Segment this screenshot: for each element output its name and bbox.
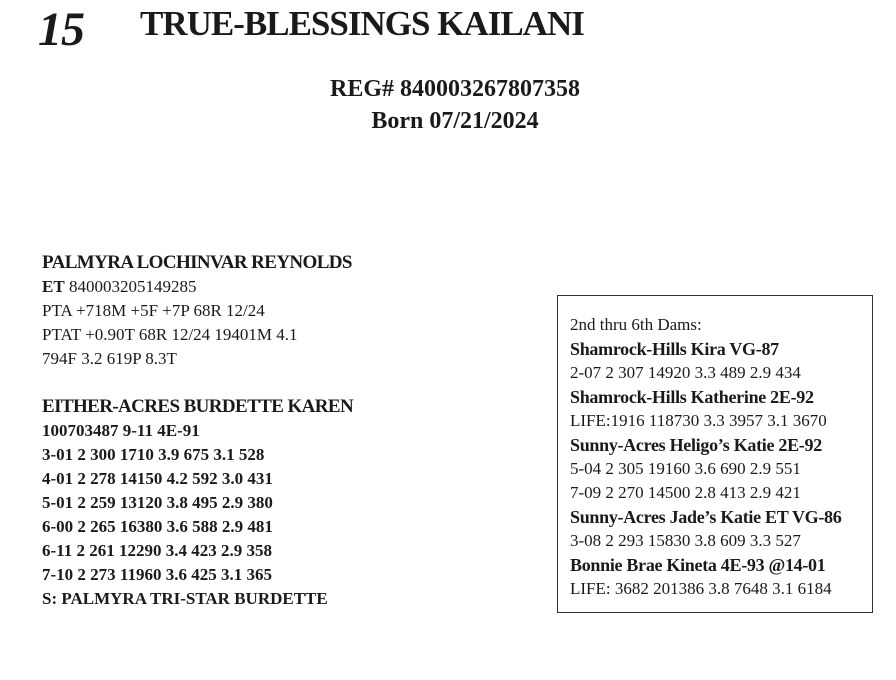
sire-ptat: PTAT +0.90T 68R 12/24 19401M 4.1 [42, 325, 298, 344]
dam-entry-record: 5-04 2 305 19160 3.6 690 2.9 551 [570, 459, 801, 478]
dam-entry-record: 7-09 2 270 14500 2.8 413 2.9 421 [570, 483, 801, 502]
dam-record: 100703487 9-11 4E-91 [42, 421, 200, 440]
dam-sire: S: PALMYRA TRI-STAR BURDETTE [42, 589, 328, 608]
dam-entry-record: 3-08 2 293 15830 3.8 609 3.3 527 [570, 531, 801, 550]
sire-et-label: ET [42, 277, 65, 296]
dam-record: 6-11 2 261 12290 3.4 423 2.9 358 [42, 541, 272, 560]
sire-reg-number: 840003205149285 [68, 277, 197, 296]
sire-pta: PTA +718M +5F +7P 68R 12/24 [42, 301, 265, 320]
dam-entry-record: 2-07 2 307 14920 3.3 489 2.9 434 [570, 363, 801, 382]
birth-date: Born 07/21/2024 [371, 108, 539, 134]
dam-entry-name: Sunny-Acres Jade’s Katie ET VG-86 [570, 507, 842, 527]
sire-block [42, 251, 352, 371]
sire-ptat-cont: 794F 3.2 619P 8.3T [42, 349, 177, 368]
dam-entry-name: Bonnie Brae Kineta 4E-93 @14-01 [570, 555, 826, 575]
dam-record: 7-10 2 273 11960 3.6 425 3.1 365 [42, 565, 272, 584]
dams-box-title: 2nd thru 6th Dams: [570, 315, 702, 334]
dam-entry-name: Sunny-Acres Heligo’s Katie 2E-92 [570, 435, 822, 455]
dams-box [557, 295, 873, 613]
dam-entry-name: Shamrock-Hills Katherine 2E-92 [570, 387, 814, 407]
dam-block [42, 395, 353, 611]
dam-record: 5-01 2 259 13120 3.8 495 2.9 380 [42, 493, 273, 512]
dam-entry-name: Shamrock-Hills Kira VG-87 [570, 339, 779, 359]
dam-entry-record: LIFE: 3682 201386 3.8 7648 3.1 6184 [570, 579, 832, 598]
sire-name: PALMYRA LOCHINVAR REYNOLDS [42, 252, 352, 273]
registration-number: REG# 840003267807358 [329, 76, 580, 102]
animal-name: TRUE-BLESSINGS KAILANI [140, 4, 584, 43]
dam-name: EITHER-ACRES BURDETTE KAREN [42, 396, 354, 417]
lot-number: 15 [38, 3, 84, 56]
sire-reg-line [42, 275, 352, 299]
dam-record: 3-01 2 300 1710 3.9 675 3.1 528 [42, 445, 265, 464]
dam-entry-record: LIFE:1916 118730 3.3 3957 3.1 3670 [570, 411, 827, 430]
dam-record: 6-00 2 265 16380 3.6 588 2.9 481 [42, 517, 273, 536]
dam-record: 4-01 2 278 14150 4.2 592 3.0 431 [42, 469, 273, 488]
